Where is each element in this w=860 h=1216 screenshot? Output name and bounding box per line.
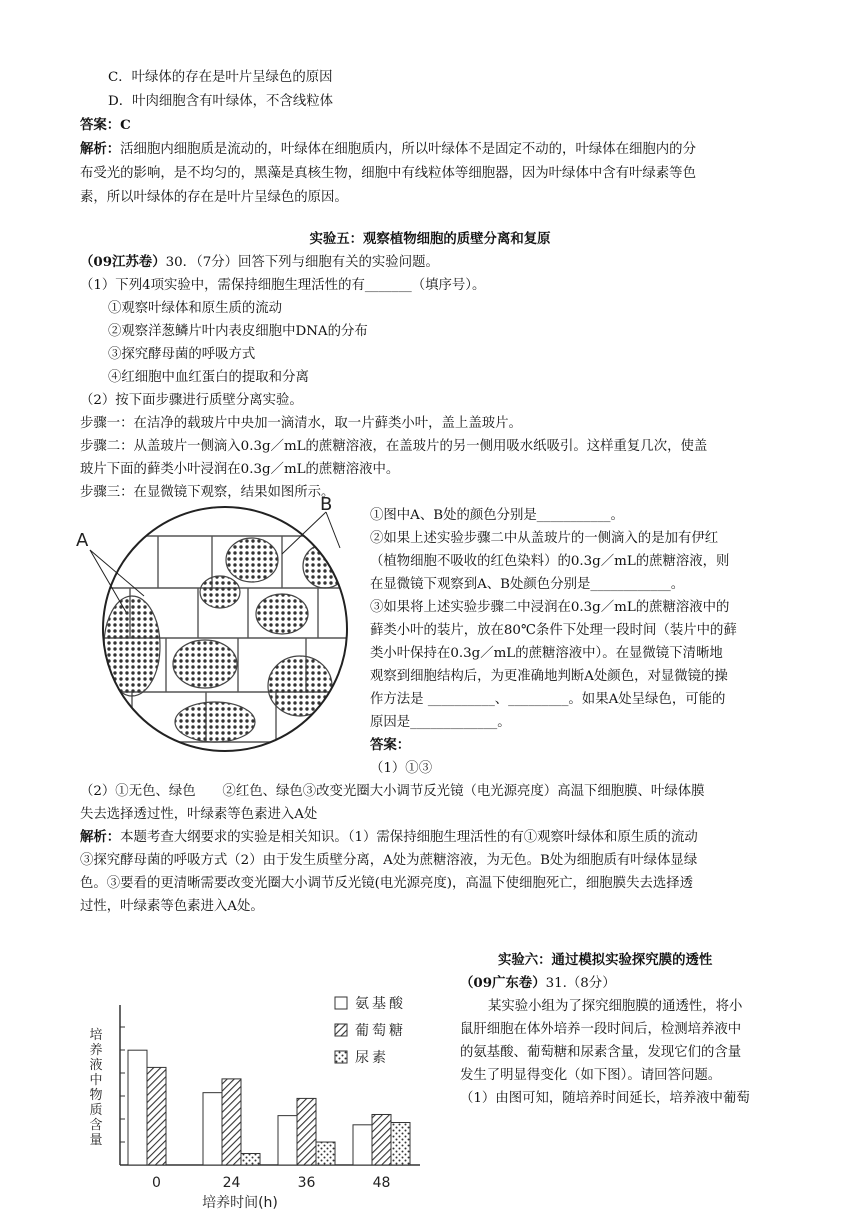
microscope-figure	[70, 496, 360, 766]
exp5-analysis-label: 解析：	[80, 829, 121, 845]
exp6-source: （09广东卷）	[460, 975, 546, 991]
exp5-step1: 步骤一：在洁净的载玻片中央加一滴清水，取一片藓类小叶，盖上盖玻片。	[80, 416, 522, 431]
exp5-step2-line-2: 玻片下面的藓类小叶浸润在0.3g／mL的蔗糖溶液中。	[80, 462, 400, 477]
exp5-step2-line-1: 步骤二：从盖玻片一侧滴入0.3g／mL的蔗糖溶液，在盖玻片的另一侧用吸水纸吸引。这样重复几次，使盖	[80, 439, 708, 454]
exp5-stem: （09江苏卷）30．（7分）回答下列与细胞有关的实验问题。	[80, 254, 439, 270]
exp5-right-line-5: ③如果将上述实验步骤二中浸润在0.3g／mL的蔗糖溶液中的	[370, 600, 730, 615]
exp5-q1-option-1: ①观察叶绿体和原生质的流动	[108, 301, 283, 316]
exp5-q1: （1）下列4项实验中，需保持细胞生理活性的有_______（填序号）。	[80, 278, 486, 293]
exp5-right-line-8: 观察到细胞结构后，为更准确地判断A处颜色，对显微镜的操	[370, 669, 728, 684]
legend-swatch-2	[335, 1024, 347, 1036]
membrane-permeability-chart	[80, 985, 450, 1210]
exp5-answer-1: （1）①③	[370, 761, 433, 776]
bar-2-48	[372, 1114, 391, 1165]
exp6-paragraph-line-3: 的氨基酸、葡萄糖和尿素含量，发现它们的含量	[460, 1045, 742, 1060]
exp6-paragraph-line-5: （1）由图可知，随培养时间延长，培养液中葡萄	[460, 1091, 750, 1106]
analysis-line-3: 素，所以叶绿体的存在是叶片呈绿色的原因。	[80, 190, 348, 205]
x-tick-label: 48	[372, 1175, 391, 1191]
exp5-analysis-line-2: ③探究酵母菌的呼吸方式（2）由于发生质壁分离，A处为蔗糖溶液，为无色。B处为细胞质有叶绿体显绿	[80, 853, 698, 868]
exp6-title: 实验六：通过模拟实验探究膜的透性	[498, 952, 713, 968]
exp5-source: （09江苏卷）	[80, 254, 166, 270]
answer-label: 答案：	[80, 117, 121, 133]
exp6-stem: （09广东卷）31.（8分）	[460, 975, 616, 991]
bar-1-0	[128, 1050, 147, 1165]
label-a: A	[76, 530, 89, 551]
label-b: B	[320, 496, 333, 515]
bar-3-48	[391, 1123, 410, 1165]
exp5-right-line-3: （植物细胞不吸收的红色染料）的0.3g／mL的蔗糖溶液，则	[370, 554, 730, 569]
bar-1-48	[353, 1125, 372, 1165]
analysis-label: 解析：	[80, 141, 121, 157]
x-axis-label: 培养时间(h)	[202, 1195, 278, 1210]
option-d: D．叶肉细胞含有叶绿体，不含线粒体	[108, 94, 333, 109]
exp5-title: 实验五：观察植物细胞的质壁分离和复原	[309, 231, 551, 247]
exp5-analysis-line-1: 解析：本题考查大纲要求的实验是相关知识。（1）需保持细胞生理活性的有①观察叶绿体和原生质的流动	[80, 829, 698, 845]
exp5-answer-label: 答案：	[370, 737, 411, 753]
x-tick-label: 0	[152, 1175, 161, 1191]
bar-1-24	[203, 1093, 222, 1165]
legend-label-3: 尿素	[355, 1050, 389, 1066]
exp5-answer-2-line-1: （2）①无色、绿色 ②红色、绿色③改变光圈大小调节反光镜（电光源亮度）高温下细胞膜、叶绿体膜	[80, 784, 705, 799]
exp5-right-line-6: 藓类小叶的装片，放在80℃条件下处理一段时间（装片中的藓	[370, 623, 737, 638]
legend-swatch-1	[335, 997, 347, 1009]
y-axis-label: 培养液中物质含量	[86, 1027, 102, 1148]
exp5-right-line-4: 在显微镜下观察到A、B处颜色分别是____________。	[370, 577, 685, 592]
exp5-right-line-9: 作方法是 __________、_________。如果A处呈绿色，可能的	[370, 692, 726, 707]
exp5-right-line-7: 类小叶保持在0.3g／mL的蔗糖溶液中）。在显微镜下清晰地	[370, 646, 723, 661]
exp5-right-line-1: ①图中A、B处的颜色分别是___________。	[370, 508, 624, 523]
legend-label-2: 葡萄糖	[355, 1023, 406, 1039]
exp5-right-line-2: ②如果上述实验步骤二中从盖玻片的一侧滴入的是加有伊红	[370, 531, 719, 546]
exp6-paragraph-line-4: 发生了明显得变化（如下图）。请回答问题。	[460, 1068, 722, 1083]
option-c: C．叶绿体的存在是叶片呈绿色的原因	[108, 70, 333, 85]
bar-2-0	[147, 1067, 166, 1165]
exp5-answer-2-line-2: 失去选择透过性，叶绿素等色素进入A处	[80, 807, 318, 822]
exp5-q2: （2）按下面步骤进行质壁分离实验。	[80, 393, 303, 408]
exp5-analysis-line-4: 过性，叶绿素等色素进入A处。	[80, 899, 264, 914]
analysis-line-2: 布受光的影响，是不均匀的，黑藻是真核生物，细胞中有线粒体等细胞器，因为叶绿体中含有叶绿素等色	[80, 166, 696, 181]
answer-line	[80, 114, 131, 137]
answer-value: C	[120, 117, 131, 133]
exp5-right-line-10: 原因是_____________。	[370, 715, 511, 730]
legend-label-1: 氨基酸	[355, 996, 406, 1012]
exp6-paragraph-line-1: 某实验小组为了探究细胞膜的通透性，将小	[488, 999, 743, 1014]
exp5-q1-option-3: ③探究酵母菌的呼吸方式	[108, 347, 256, 362]
exp5-analysis-line-3: 色。③要看的更清晰需要改变光圈大小调节反光镜(电光源亮度)，高温下使细胞死亡，细胞膜失去选择透	[80, 876, 694, 891]
bar-3-24	[241, 1154, 260, 1165]
cell-wall-grid	[70, 496, 360, 766]
exp5-q1-option-2: ②观察洋葱鳞片叶内表皮细胞中DNA的分布	[108, 324, 368, 339]
bar-2-24	[222, 1079, 241, 1165]
x-tick-label: 24	[222, 1175, 241, 1191]
legend-swatch-3	[335, 1051, 347, 1063]
exp6-paragraph-line-2: 鼠肝细胞在体外培养一段时间后，检测培养液中	[460, 1022, 742, 1037]
x-tick-label: 36	[297, 1175, 316, 1191]
bar-3-36	[316, 1142, 335, 1165]
exp5-q1-option-4: ④红细胞中血红蛋白的提取和分离	[108, 370, 309, 385]
bar-2-36	[297, 1098, 316, 1165]
exp5-step3: 步骤三：在显微镜下观察，结果如图所示。	[80, 485, 335, 500]
analysis-line-1: 解析：活细胞内细胞质是流动的，叶绿体在细胞质内，所以叶绿体不是固定不动的，叶绿体在细胞内的分	[80, 141, 696, 157]
bar-1-36	[278, 1116, 297, 1165]
